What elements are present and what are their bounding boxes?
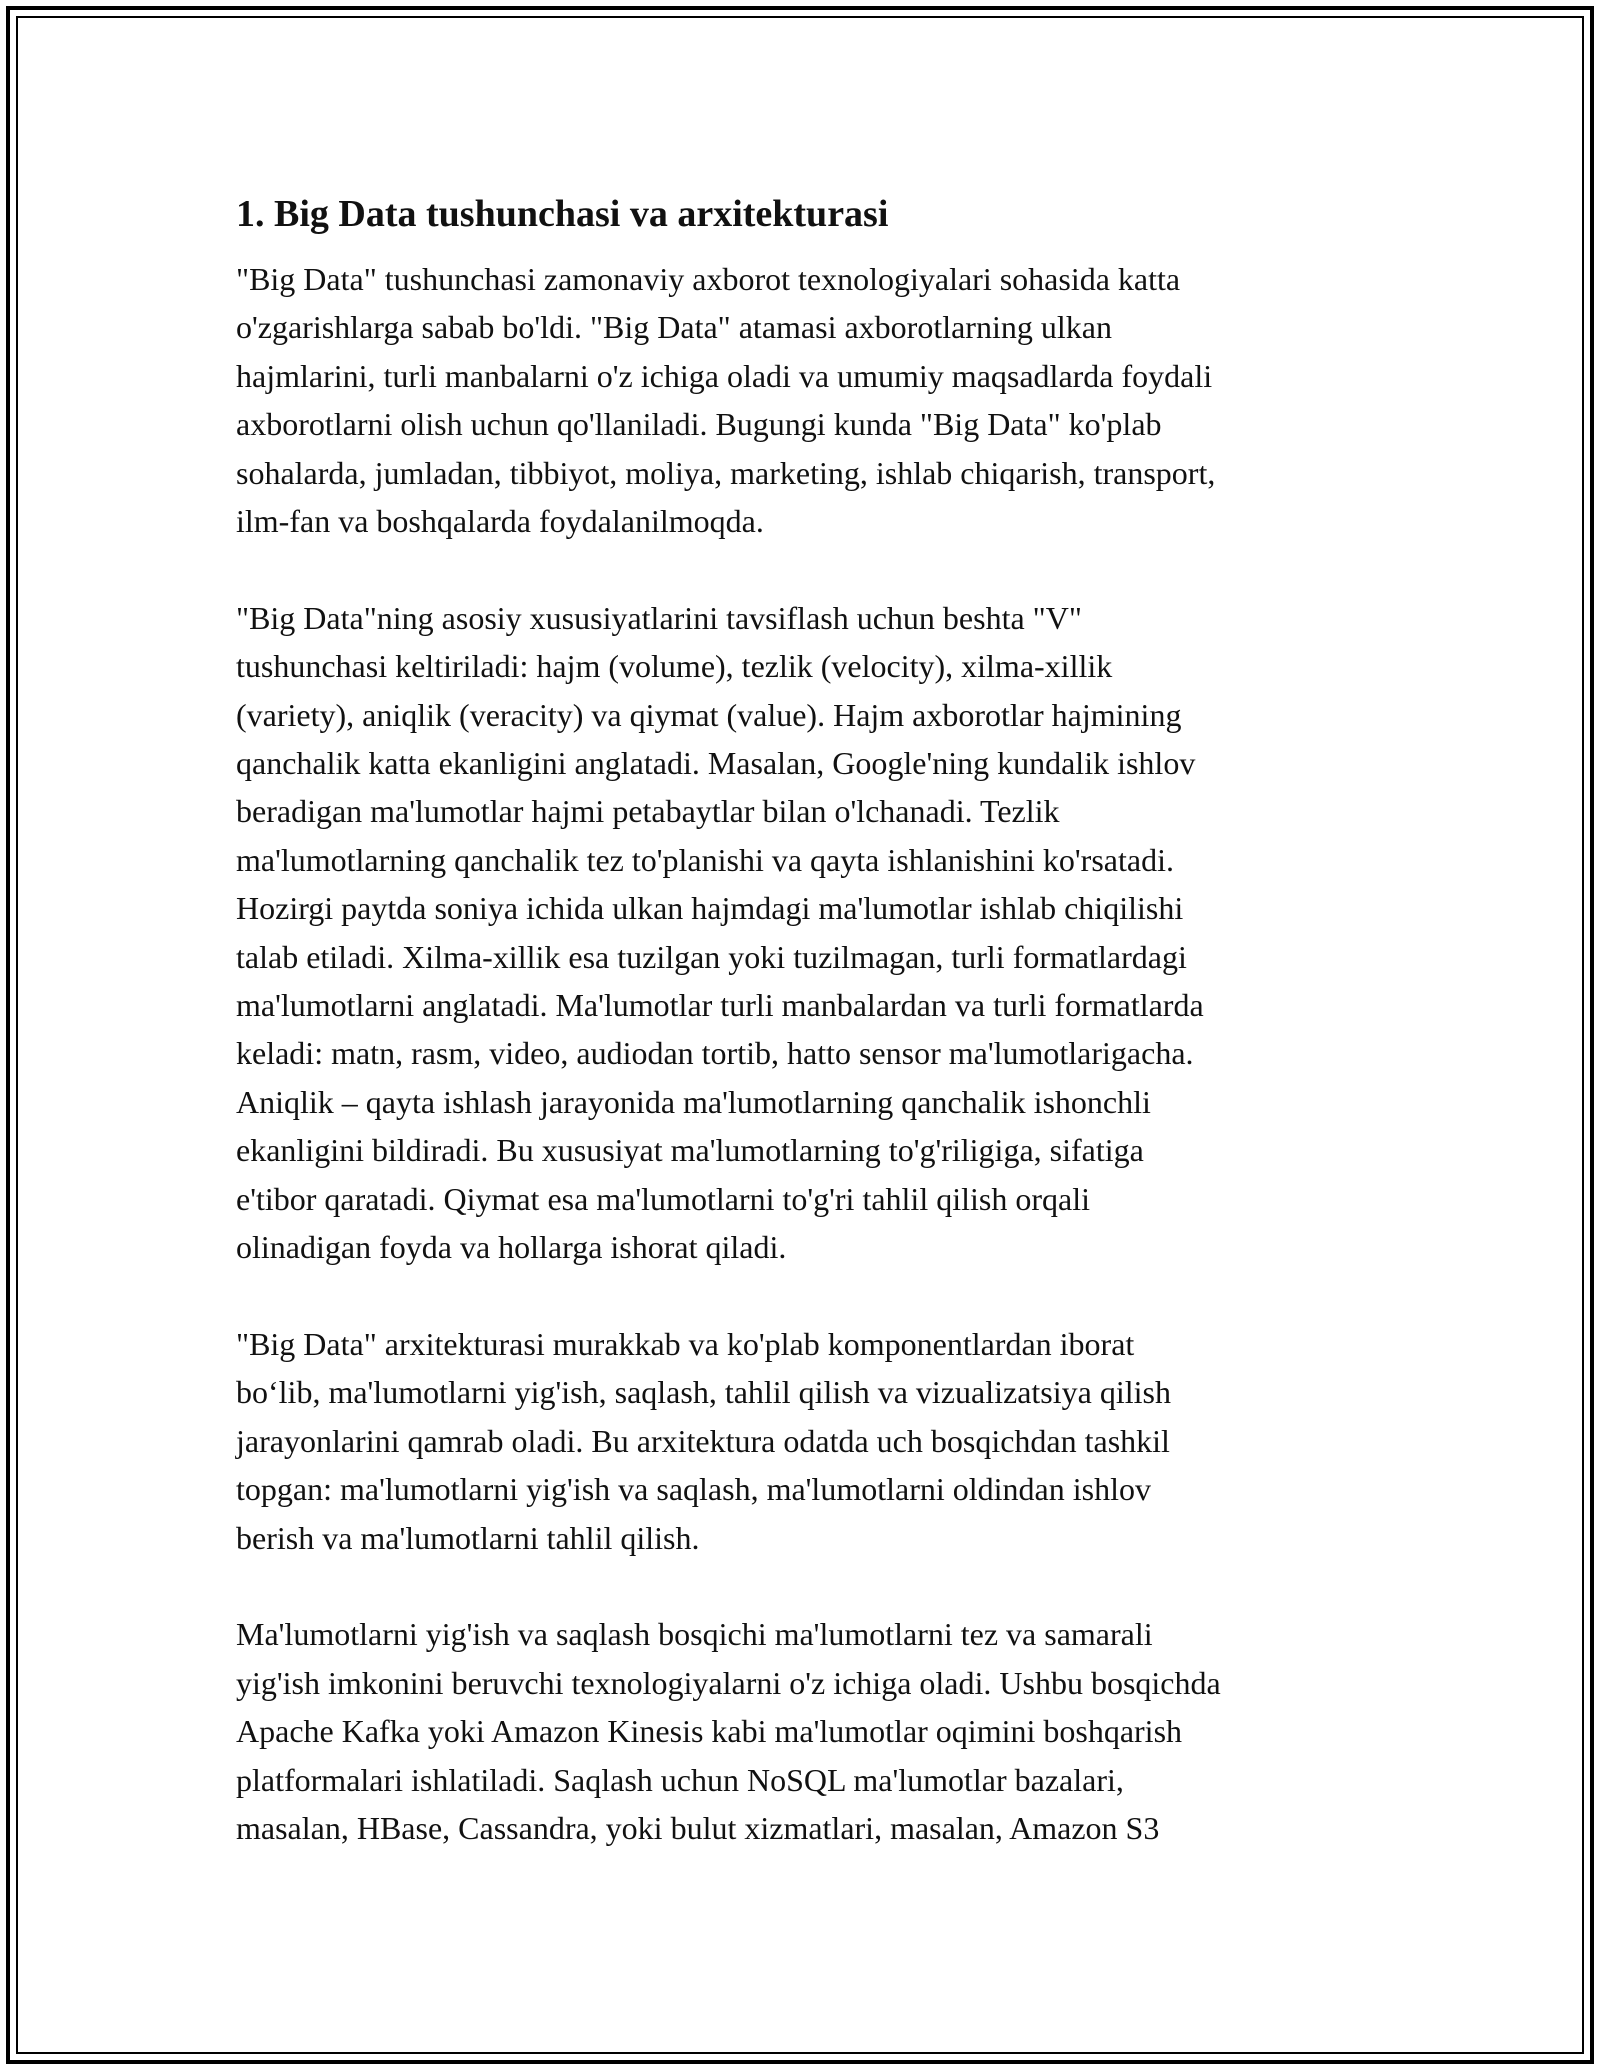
text-line: qanchalik katta ekanligini anglatadi. Masalan, Google'ning kundalik ishlov [236, 745, 1196, 782]
text-line: ma'lumotlarning qanchalik tez to'planishi va qayta ishlanishini ko'rsatadi. [236, 841, 1174, 878]
text-line: keladi: matn, rasm, video, audiodan tortib, hatto sensor ma'lumotlarigacha. [236, 1035, 1194, 1072]
text-line: talab etiladi. Xilma-xillik esa tuzilgan yoki tuzilmagan, turli formatlardagi [236, 938, 1187, 975]
text-line: olinadigan foyda va hollarga ishorat qiladi. [236, 1229, 787, 1266]
text-line: Apache Kafka yoki Amazon Kinesis kabi ma'lumotlar oqimini boshqarish [236, 1713, 1183, 1750]
text-line: topgan: ma'lumotlarni yig'ish va saqlash, ma'lumotlarni oldindan ishlov [236, 1471, 1151, 1508]
paragraph-big-data-intro [236, 255, 1396, 545]
paragraph-collection-storage [236, 1610, 1396, 1852]
text-line: Ma'lumotlarni yig'ish va saqlash bosqichi ma'lumotlarni tez va samarali [236, 1616, 1153, 1653]
text-line: yig'ish imkonini beruvchi texnologiyalarni o'z ichiga oladi. Ushbu bosqichda [236, 1664, 1221, 1701]
text-line: "Big Data" arxitekturasi murakkab va ko'plab komponentlardan iborat [236, 1325, 1135, 1362]
text-line: ilm-fan va boshqalarda foydalanilmoqda. [236, 503, 764, 540]
text-line: sohalarda, jumladan, tibbiyot, moliya, marketing, ishlab chiqarish, transport, [236, 454, 1216, 491]
text-line: jarayonlarini qamrab oladi. Bu arxitektura odatda uch bosqichdan tashkil [236, 1422, 1170, 1459]
text-line: axborotlarni olish uchun qo'llaniladi. Bugungi kunda "Big Data" ko'plab [236, 406, 1162, 443]
text-line: "Big Data" tushunchasi zamonaviy axborot texnologiyalari sohasida katta [236, 261, 1181, 297]
text-line: Aniqlik – qayta ishlash jarayonida ma'lumotlarning qanchalik ishonchli [236, 1083, 1151, 1120]
text-line: tushunchasi keltiriladi: hajm (volume), tezlik (velocity), xilma-xillik [236, 648, 1113, 685]
document-body [236, 188, 1396, 1852]
text-line: ma'lumotlarni anglatadi. Ma'lumotlar turli manbalardan va turli formatlarda [236, 987, 1204, 1024]
text-line: masalan, HBase, Cassandra, yoki bulut xizmatlari, masalan, Amazon S3 [236, 1809, 1160, 1846]
paragraph-architecture [236, 1320, 1396, 1562]
text-line: berish va ma'lumotlarni tahlil qilish. [236, 1519, 700, 1556]
text-line: ekanligini bildiradi. Bu xususiyat ma'lumotlarning to'g'riligiga, sifatiga [236, 1132, 1144, 1169]
text-line: platformalari ishlatiladi. Saqlash uchun NoSQL ma'lumotlar bazalari, [236, 1761, 1124, 1798]
text-line: hajmlarini, turli manbalarni o'z ichiga oladi va umumiy maqsadlarda foydali [236, 357, 1213, 394]
text-line: Hozirgi paytda soniya ichida ulkan hajmdagi ma'lumotlar ishlab chiqilishi [236, 890, 1184, 927]
paragraph-five-v [236, 594, 1396, 1272]
text-line: beradigan ma'lumotlar hajmi petabaytlar bilan o'lchanadi. Tezlik [236, 793, 1060, 830]
section-heading: 1. Big Data tushunchasi va arxitekturasi [236, 193, 889, 235]
text-line: bo‘lib, ma'lumotlarni yig'ish, saqlash, tahlil qilish va vizualizatsiya qilish [236, 1374, 1171, 1411]
text-line: o'zgarishlarga sabab bo'ldi. "Big Data" atamasi axborotlarning ulkan [236, 309, 1112, 346]
text-line: "Big Data"ning asosiy xususiyatlarini tavsiflash uchun beshta "V" [236, 599, 1082, 636]
text-line: e'tibor qaratadi. Qiymat esa ma'lumotlarni to'g'ri tahlil qilish orqali [236, 1180, 1090, 1217]
text-line: (variety), aniqlik (veracity) va qiymat (value). Hajm axborotlar hajmining [236, 696, 1182, 733]
